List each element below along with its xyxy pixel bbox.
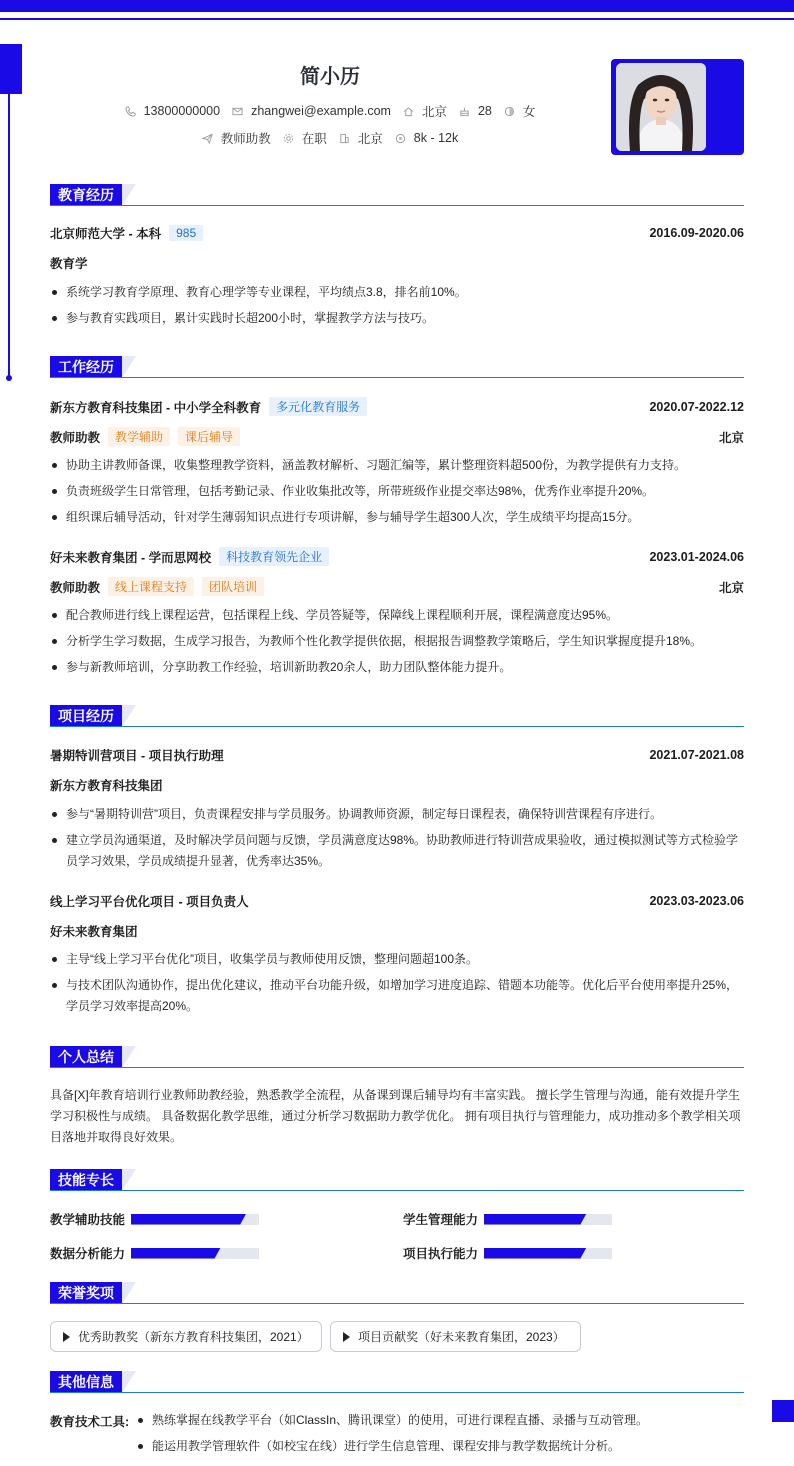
status-text: 在职 — [301, 132, 327, 146]
list-item: 建立学员沟通渠道，及时解决学员问题与反馈，学员满意度达98%。协助教师进行特训营成果验收，通过模拟测试等方式检验学员学习效果，学员成绩提升显著，优秀率达35%。 — [50, 830, 744, 872]
target-city-item — [339, 129, 383, 147]
email-text: zhangwei@example.com — [251, 104, 391, 118]
left-accent-block — [0, 44, 22, 94]
list-item: 参与新教师培训，分享助教工作经验，培训新助教20余人，助力团队整体能力提升。 — [50, 657, 744, 678]
education-date: 2016.09-2020.06 — [649, 226, 744, 240]
project-org: 好未来教育集团 — [50, 925, 138, 939]
skill-item — [50, 1244, 259, 1262]
skill-item — [50, 1210, 259, 1228]
project-section-title: 项目经历 — [50, 705, 122, 727]
role-name: 教师助教 — [50, 430, 101, 445]
list-item: 能运用教学管理软件（如校宝在线）进行学生信息管理、课程安排与教学数据统计分析。 — [136, 1436, 620, 1457]
role-tag: 教学辅助 — [108, 427, 170, 446]
skill-fill — [131, 1248, 221, 1259]
skill-bar — [131, 1248, 259, 1259]
skill-fill — [484, 1214, 586, 1225]
summary-text: 具备[X]年教育培训行业教师助教经验，熟悉教学全流程，从备课到课后辅导均有丰富实践。 擅长学生管理与沟通，能有效提升学生学习积极性与成绩。 具备数据化教学思维，通过分析学习数据助力教学优化。 拥有项目执行与管理能力，成功推动多个教学相关项目落地并取得良好效果。 — [50, 1088, 741, 1144]
list-item: 熟练掌握在线教学平台（如ClassIn、腾讯课堂）的使用，可进行课程直播、录播与互动管理。 — [136, 1410, 648, 1431]
gender-text: 女 — [522, 105, 536, 119]
skill-name: 学生管理能力 — [403, 1213, 479, 1227]
school-name: 北京师范大学 - 本科 — [50, 227, 162, 241]
work-company-row — [50, 397, 744, 416]
skill-name: 项目执行能力 — [403, 1247, 479, 1261]
top-band — [0, 0, 794, 12]
work-date: 2023.01-2024.06 — [649, 549, 744, 564]
right-accent-block — [772, 1400, 794, 1422]
mail-icon — [232, 106, 243, 117]
award-text: 优秀助教奖（新东方教育科技集团，2021） — [78, 1330, 309, 1344]
city-text: 北京 — [421, 105, 447, 119]
list-item: 组织课后辅导活动，针对学生薄弱知识点进行专项讲解，参与辅导学生超300人次，学生成绩平均提高15分。 — [50, 507, 744, 528]
list-item: 协助主讲教师备课，收集整理教学资料，涵盖教材解析、习题汇编等，累计整理资料超500份，为教学提供有力支持。 — [50, 455, 744, 476]
company-name: 好未来教育集团 - 学而思网校 — [50, 550, 212, 565]
target-city-text: 北京 — [357, 132, 383, 146]
project-title: 暑期特训营项目 - 项目执行助理 — [50, 749, 224, 763]
other-section-header — [50, 1371, 744, 1393]
company-name: 新东方教育科技集团 - 中小学全科教育 — [50, 400, 262, 415]
skill-bar — [131, 1214, 259, 1225]
building-icon — [339, 133, 350, 144]
project-section-header — [50, 705, 744, 727]
list-item: 分析学生学习数据，生成学习报告，为教师个性化教学提供依据，根据报告调整教学策略后，学生知识掌握度提升18%。 — [50, 631, 744, 652]
play-icon — [63, 1332, 70, 1342]
list-item: 参与“暑期特训营”项目，负责课程安排与学员服务。协调教师资源，制定每日课程表，确保特训营课程有序进行。 — [50, 804, 744, 825]
work-company-row — [50, 547, 744, 566]
project-org: 新东方教育科技集团 — [50, 779, 163, 793]
phone-item — [125, 104, 220, 118]
salary-text: 8k - 12k — [413, 131, 459, 145]
resume-header — [50, 58, 744, 158]
project-title: 线上学习平台优化项目 - 项目负责人 — [50, 895, 249, 909]
awards-section-title: 荣誉奖项 — [50, 1282, 122, 1304]
job-intent-row — [50, 129, 610, 147]
project-org-row — [50, 922, 744, 940]
avatar — [616, 63, 706, 151]
project-title-row — [50, 746, 744, 764]
list-item: 主导“线上学习平台优化”项目，收集学员与教师使用反馈，整理问题超100条。 — [50, 949, 744, 970]
age-text: 28 — [477, 104, 492, 118]
portrait-image — [616, 63, 706, 151]
education-row — [50, 224, 744, 242]
skill-item — [403, 1244, 612, 1262]
job-text: 教师助教 — [220, 132, 271, 146]
left-accent-line — [8, 44, 10, 378]
work-role-row — [50, 427, 744, 446]
project-date: 2021.07-2021.08 — [649, 748, 744, 762]
phone-icon — [125, 106, 136, 117]
gear-icon — [283, 133, 294, 144]
major-row — [50, 254, 744, 272]
project-date: 2023.03-2023.06 — [649, 894, 744, 908]
list-item: 参与教育实践项目，累计实践时长超200小时，掌握教学方法与技巧。 — [50, 308, 744, 329]
gender-item — [504, 102, 536, 120]
school-tag: 985 — [169, 225, 203, 241]
list-item: 系统学习教育学原理、教育心理学等专业课程，平均绩点3.8，排名前10%。 — [50, 282, 744, 303]
award-card — [50, 1321, 322, 1352]
project-title-row — [50, 892, 744, 910]
job-item — [202, 129, 271, 147]
work-date: 2020.07-2022.12 — [649, 399, 744, 414]
role-tag: 课后辅导 — [178, 427, 240, 446]
salary-item — [395, 131, 458, 145]
other-section-title: 其他信息 — [50, 1371, 122, 1393]
top-line — [0, 18, 794, 20]
age-item — [459, 104, 492, 118]
role-tag: 线上课程支持 — [108, 577, 194, 596]
work-role-row — [50, 577, 744, 596]
skills-section-title: 技能专长 — [50, 1169, 122, 1191]
education-section-header — [50, 184, 744, 206]
contact-row — [50, 102, 610, 120]
skills-section-header — [50, 1169, 744, 1191]
phone-text: 13800000000 — [143, 104, 221, 118]
work-section-title: 工作经历 — [50, 356, 122, 378]
work-section-header — [50, 356, 744, 378]
gender-icon — [504, 106, 515, 117]
city-item — [403, 102, 447, 120]
work-city: 北京 — [718, 580, 744, 595]
other-label: 教育技术工具: — [50, 1415, 130, 1429]
education-section-title: 教育经历 — [50, 184, 122, 206]
list-item: 配合教师进行线上课程运营，包括课程上线、学员答疑等，保障线上课程顺利开展，课程满意度达95%。 — [50, 605, 744, 626]
role-tag: 团队培训 — [202, 577, 264, 596]
left-accent-dot — [6, 375, 12, 381]
play-icon — [343, 1332, 350, 1342]
avatar-frame — [611, 59, 744, 155]
work-city: 北京 — [718, 430, 744, 445]
skill-bar — [484, 1248, 612, 1259]
skill-name: 教学辅助技能 — [50, 1213, 126, 1227]
award-card — [330, 1321, 581, 1352]
company-tag: 科技教育领先企业 — [219, 547, 329, 566]
company-tag: 多元化教育服务 — [269, 397, 367, 416]
skill-bar — [484, 1214, 612, 1225]
list-item: 与技术团队沟通协作，提出优化建议，推动平台功能升级，如增加学习进度追踪、错题本功能等。优化后平台使用率提升25%，学员学习效率提高20%。 — [50, 975, 744, 1017]
email-item — [232, 104, 391, 118]
major-name: 教育学 — [50, 257, 88, 271]
skill-fill — [131, 1214, 246, 1225]
project-org-row — [50, 776, 744, 794]
award-text: 项目贡献奖（好未来教育集团，2023） — [358, 1330, 565, 1344]
cake-icon — [459, 106, 470, 117]
skill-item — [403, 1210, 612, 1228]
coin-icon — [395, 133, 406, 144]
candidate-name: 简小历 — [300, 66, 360, 88]
skill-fill — [484, 1248, 586, 1259]
home-icon — [403, 106, 414, 117]
skill-name: 数据分析能力 — [50, 1247, 126, 1261]
summary-section-header — [50, 1046, 744, 1068]
list-item: 负责班级学生日常管理，包括考勤记录、作业收集批改等，所带班级作业提交率达98%，优秀作业率提升20%。 — [50, 481, 744, 502]
send-icon — [202, 133, 213, 144]
role-name: 教师助教 — [50, 580, 101, 595]
summary-section-title: 个人总结 — [50, 1046, 122, 1068]
awards-section-header — [50, 1282, 744, 1304]
status-item — [283, 129, 327, 147]
